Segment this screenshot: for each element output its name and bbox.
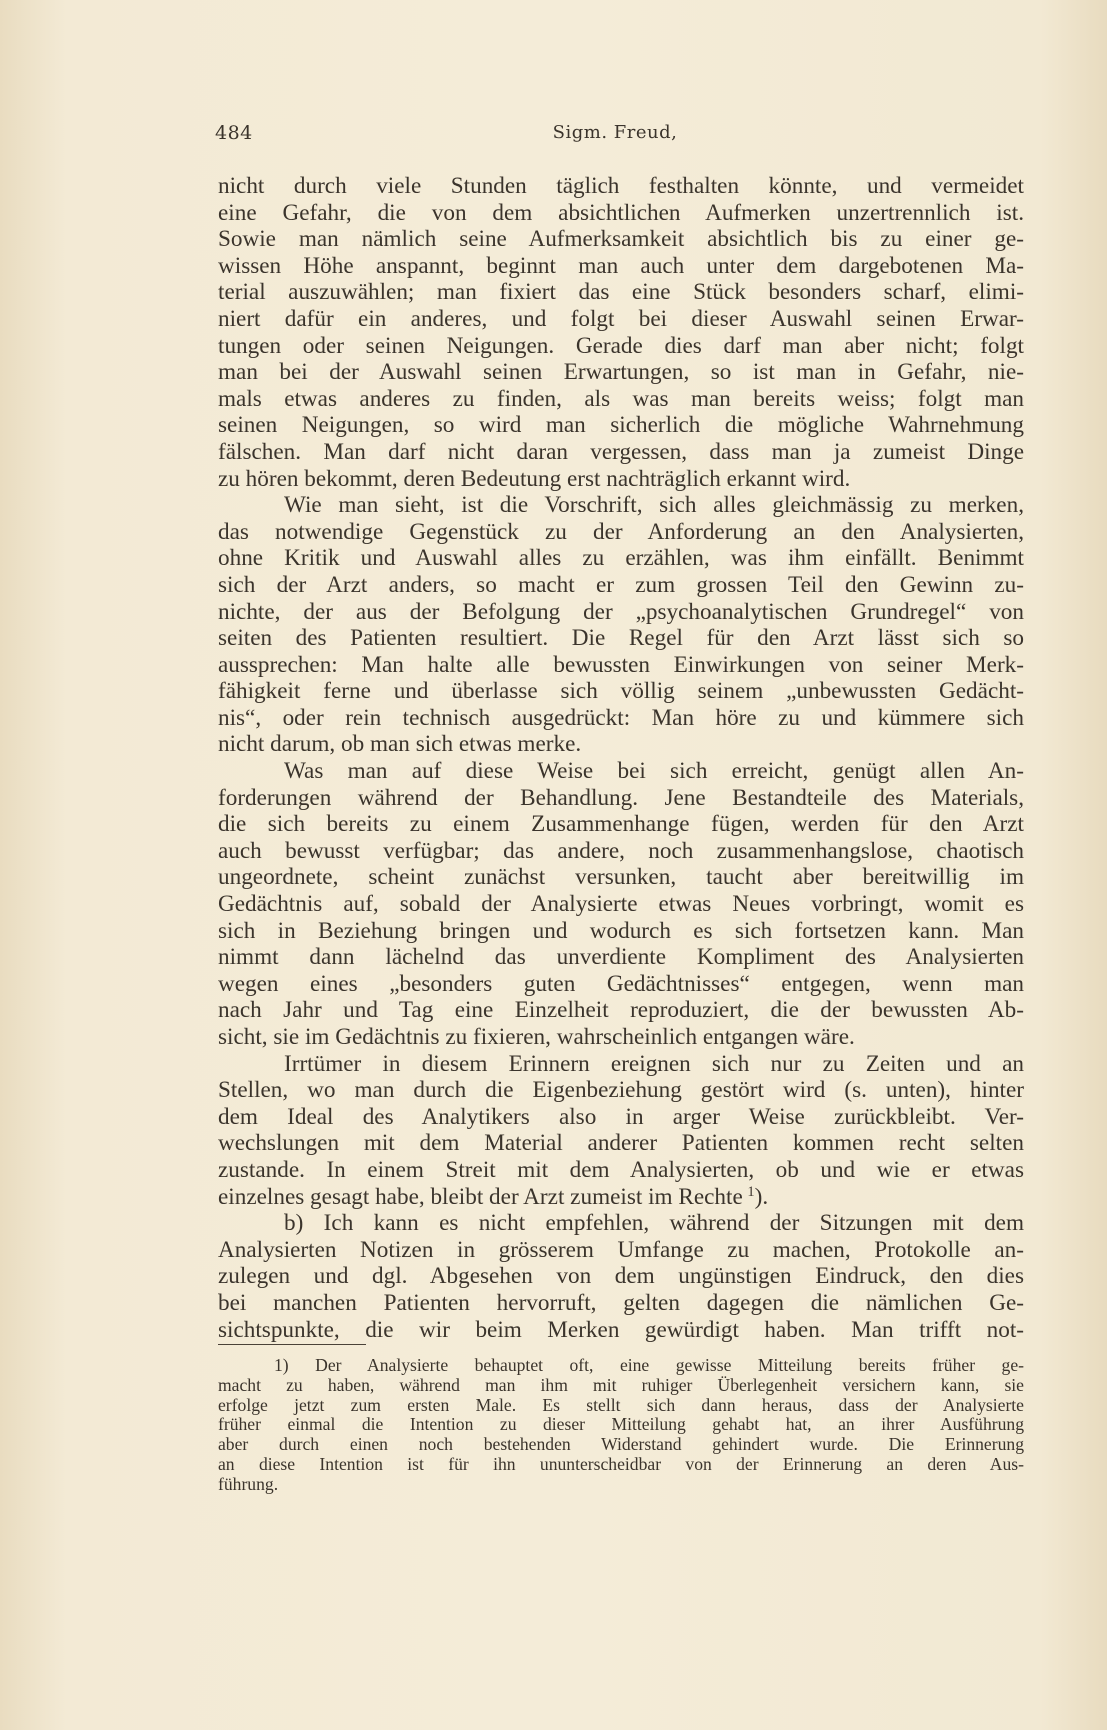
text-line: zu hören bekommt, deren Bedeutung erst nachträglich erkannt wird. <box>218 465 851 492</box>
text-line: nimmt dann lächelnd das unverdiente Kompliment des Analysierten <box>218 944 1024 971</box>
footnote-line: macht zu haben, während man ihm mit ruhiger Überlegenheit versichern kann, sie <box>218 1374 1024 1395</box>
footnote-text: Der Analysierte behauptet oft, eine gewisse Mitteilung bereits früher ge- <box>315 1355 1025 1375</box>
text-line: aussprechen: Man halte alle bewussten Einwirkungen von seiner Merk- <box>218 651 1024 678</box>
text-line: man bei der Auswahl seinen Erwartungen, so ist man in Gefahr, nie- <box>218 359 1024 386</box>
text-line: zustande. In einem Streit mit dem Analysierten, ob und wie er etwas <box>218 1156 1024 1183</box>
text-line: ungeordnete, scheint zunächst versunken, taucht aber bereitwillig im <box>218 864 1024 891</box>
text-line: nicht durch viele Stunden täglich festhalten könnte, und vermeidet <box>218 173 1024 199</box>
text-line: auch bewusst verfügbar; das andere, noch zusammenhangslose, chaotisch <box>218 837 1024 864</box>
text-line: niert dafür ein anderes, und folgt bei dieser Auswahl seinen Erwar- <box>218 305 1024 332</box>
text-line: nach Jahr und Tag eine Einzelheit reproduziert, die der bewussten Ab- <box>218 997 1024 1024</box>
text-line: seiten des Patienten resultiert. Die Regel für den Arzt lässt sich so <box>218 625 1024 652</box>
running-head: Sigm. Freud, <box>552 122 678 143</box>
body-text <box>218 173 1024 1343</box>
text-line: wechslungen mit dem Material anderer Patienten kommen recht selten <box>218 1130 1024 1157</box>
text-segment: einzelnes gesagt habe, bleibt der Arzt zumeist im Rechte <box>218 1183 743 1210</box>
text-line: die sich bereits zu einem Zusammenhange fügen, werden für den Arzt <box>218 811 1024 838</box>
footnote-line: aber durch einen noch bestehenden Widerstand gehindert wurde. Die Erinnerung <box>218 1434 1024 1455</box>
text-line: sichtspunkte, die wir beim Merken gewürdigt haben. Man trifft not- <box>218 1316 1024 1343</box>
text-line: fälschen. Man darf nicht daran vergessen, dass man ja zumeist Dinge <box>218 438 1024 465</box>
text-line: nis“, oder rein technisch ausgedrückt: Man höre zu und kümmere sich <box>218 704 1024 731</box>
footnote-first-line <box>218 1356 1024 1376</box>
text-line: dem Ideal des Analytikers also in arger Weise zurückbleibt. Ver- <box>218 1103 1024 1130</box>
footnote-ref-suffix: ). <box>754 1183 769 1210</box>
text-line: sich in Beziehung bringen und wodurch es sich fortsetzen kann. Man <box>218 917 1024 944</box>
footnote-line: erfolge jetzt zum ersten Male. Es stellt sich dann heraus, dass der Analysierte <box>218 1394 1024 1415</box>
footnote-line: führung. <box>218 1473 279 1494</box>
text-line: seinen Neigungen, so wird man sicherlich die mögliche Wahrnehmung <box>218 412 1024 439</box>
page-number: 484 <box>215 122 253 144</box>
text-line: Sowie man nämlich seine Aufmerksamkeit absichtlich bis zu einer ge- <box>218 226 1024 253</box>
text-line: Gedächtnis auf, sobald der Analysierte etwas Neues vorbringt, womit es <box>218 891 1024 918</box>
paragraph-start-line: Irrtümer in diesem Erinnern ereignen sich nur zu Zeiten und an <box>284 1050 1024 1077</box>
text-line: Stellen, wo man durch die Eigenbeziehung gestört wird (s. unten), hinter <box>218 1077 1024 1104</box>
text-line: nichte, der aus der Befolgung der „psychoanalytischen Grundregel“ von <box>218 598 1024 625</box>
footnote-line: an diese Intention ist für ihn ununterscheidbar von der Erinnerung an deren Aus- <box>218 1453 1024 1474</box>
text-line: sich der Arzt anders, so macht er zum grossen Teil den Gewinn zu- <box>218 571 1024 598</box>
footnote-reference[interactable]: 1 <box>747 1183 755 1200</box>
text-line: fähigkeit ferne und überlasse sich völlig seinem „unbewussten Gedächt- <box>218 678 1024 705</box>
text-line: mals etwas anderes zu finden, als was man bereits weiss; folgt man <box>218 385 1024 412</box>
paragraph-start-line: Wie man sieht, ist die Vorschrift, sich alles gleichmässig zu merken, <box>284 492 1024 519</box>
paragraph-start-line: Was man auf diese Weise bei sich erreicht, genügt allen An- <box>284 758 1024 785</box>
paragraph-start-line: b) Ich kann es nicht empfehlen, während der Sitzungen mit dem <box>284 1210 1024 1237</box>
text-line: zulegen und dgl. Abgesehen von dem ungünstigen Eindruck, den dies <box>218 1263 1024 1290</box>
text-line: wegen eines „besonders guten Gedächtnisses“ entgegen, wenn man <box>218 970 1024 997</box>
footnote-line: früher einmal die Intention zu dieser Mitteilung gehabt hat, an ihrer Ausführung <box>218 1414 1024 1435</box>
text-line: terial auszuwählen; man fixiert das eine Stück besonders scharf, elimi- <box>218 279 1024 306</box>
text-line: forderungen während der Behandlung. Jene Bestandteile des Materials, <box>218 784 1024 811</box>
footnote <box>218 1356 1024 1495</box>
text-line: wissen Höhe anspannt, beginnt man auch unter dem dargebotenen Ma- <box>218 252 1024 279</box>
text-line: ohne Kritik und Auswahl alles zu erzählen, was ihm einfällt. Benimmt <box>218 545 1024 572</box>
footnote-separator <box>218 1344 366 1345</box>
text-line: sicht, sie im Gedächtnis zu fixieren, wahrscheinlich entgangen wäre. <box>218 1024 855 1050</box>
text-line: das notwendige Gegenstück zu der Anforderung an den Analysierten, <box>218 518 1024 545</box>
text-line: nicht darum, ob man sich etwas merke. <box>218 731 582 758</box>
text-line-with-footnote-ref <box>218 1184 1024 1211</box>
text-line: tungen oder seinen Neigungen. Gerade dies darf man aber nicht; folgt <box>218 332 1024 359</box>
text-line: eine Gefahr, die von dem absichtlichen Aufmerken unzertrennlich ist. <box>218 199 1024 226</box>
footnote-marker: 1) <box>274 1355 289 1375</box>
text-line: Analysierten Notizen in grösserem Umfange zu machen, Protokolle an- <box>218 1236 1024 1263</box>
text-line: bei manchen Patienten hervorruft, gelten dagegen die nämlichen Ge- <box>218 1289 1024 1316</box>
page-header <box>215 122 1015 152</box>
